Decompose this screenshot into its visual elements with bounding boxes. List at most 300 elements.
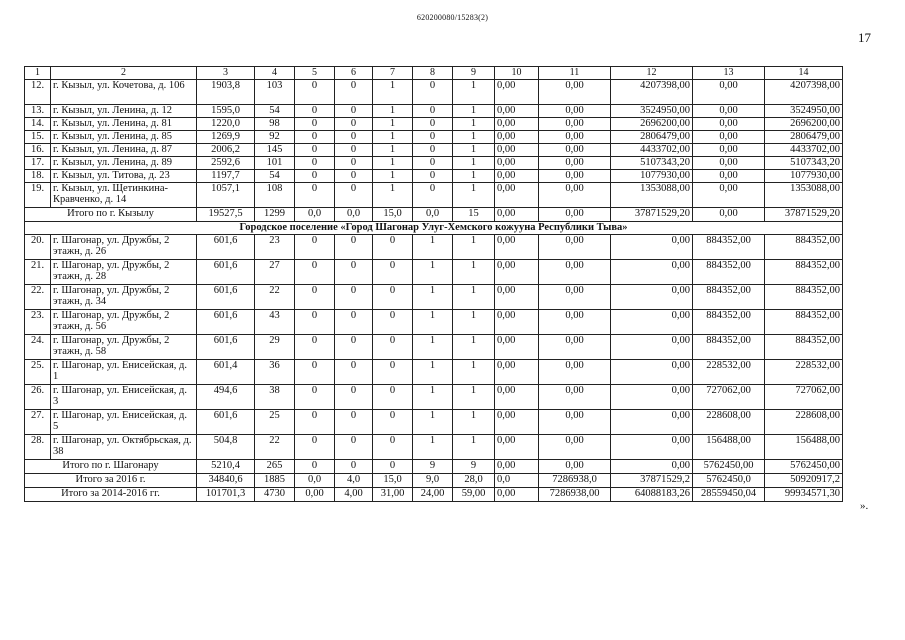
- value-cell: 0,00: [611, 309, 693, 334]
- value-cell: 0: [295, 117, 335, 130]
- address-cell: г. Кызыл, ул. Кочетова, д. 106: [51, 79, 197, 104]
- address-cell: г. Кызыл, ул. Ленина, д. 87: [51, 143, 197, 156]
- total-value-cell: 9: [453, 459, 495, 473]
- value-cell: 0: [335, 130, 373, 143]
- value-cell: 0,00: [611, 234, 693, 259]
- table-row: [25, 259, 843, 284]
- table-row: [25, 409, 843, 434]
- value-cell: 1: [373, 169, 413, 182]
- value-cell: 1197,7: [197, 169, 255, 182]
- total-value-cell: 0,0: [413, 207, 453, 221]
- row-number: 15.: [25, 130, 51, 143]
- value-cell: 0,00: [611, 384, 693, 409]
- value-cell: 884352,00: [693, 309, 765, 334]
- address-cell: г. Шагонар, ул. Дружбы, 2 этажн, д. 26: [51, 234, 197, 259]
- value-cell: 3524950,00: [765, 104, 843, 117]
- value-cell: 601,6: [197, 309, 255, 334]
- value-cell: 0,00: [693, 130, 765, 143]
- value-cell: 0: [335, 434, 373, 459]
- row-number: 21.: [25, 259, 51, 284]
- table-row: [25, 309, 843, 334]
- total-value-cell: 265: [255, 459, 295, 473]
- total-value-cell: 50920917,2: [765, 473, 843, 487]
- value-cell: 92: [255, 130, 295, 143]
- total-value-cell: 0: [373, 459, 413, 473]
- address-cell: г. Шагонар, ул. Дружбы, 2 этажн, д. 58: [51, 334, 197, 359]
- value-cell: 98: [255, 117, 295, 130]
- total-value-cell: 0,00: [611, 459, 693, 473]
- value-cell: 145: [255, 143, 295, 156]
- value-cell: 1: [453, 359, 495, 384]
- row-number: 17.: [25, 156, 51, 169]
- value-cell: 0: [373, 359, 413, 384]
- value-cell: 0: [295, 143, 335, 156]
- value-cell: 0,00: [539, 182, 611, 207]
- value-cell: 0,00: [495, 156, 539, 169]
- value-cell: 0: [295, 384, 335, 409]
- value-cell: 1: [453, 309, 495, 334]
- value-cell: 601,6: [197, 409, 255, 434]
- table-row: [25, 234, 843, 259]
- value-cell: 1: [373, 104, 413, 117]
- value-cell: 601,4: [197, 359, 255, 384]
- value-cell: 0,00: [693, 117, 765, 130]
- value-cell: 0,00: [539, 79, 611, 104]
- value-cell: 0: [413, 143, 453, 156]
- table-row: [25, 284, 843, 309]
- header-row: [25, 67, 843, 80]
- value-cell: 0: [413, 182, 453, 207]
- value-cell: 0: [335, 259, 373, 284]
- address-cell: г. Кызыл, ул. Ленина, д. 12: [51, 104, 197, 117]
- value-cell: 0: [335, 234, 373, 259]
- value-cell: 0: [413, 169, 453, 182]
- value-cell: 0,00: [611, 409, 693, 434]
- value-cell: 1: [453, 259, 495, 284]
- total-value-cell: 34840,6: [197, 473, 255, 487]
- value-cell: 1: [413, 334, 453, 359]
- value-cell: 0: [413, 79, 453, 104]
- value-cell: 1: [453, 143, 495, 156]
- column-number-header: 2: [51, 67, 197, 80]
- value-cell: 4433702,00: [611, 143, 693, 156]
- value-cell: 1: [373, 79, 413, 104]
- column-number-header: 13: [693, 67, 765, 80]
- total-value-cell: 5762450,0: [693, 473, 765, 487]
- total-row: [25, 207, 843, 221]
- value-cell: 2696200,00: [765, 117, 843, 130]
- total-value-cell: 0,00: [539, 459, 611, 473]
- total-value-cell: 31,00: [373, 487, 413, 501]
- value-cell: 0,00: [539, 234, 611, 259]
- document-number: 620200080/15283(2): [416, 13, 489, 22]
- value-cell: 0,00: [539, 409, 611, 434]
- table-row: [25, 359, 843, 384]
- value-cell: 0,00: [693, 79, 765, 104]
- value-cell: 0: [373, 259, 413, 284]
- value-cell: 22: [255, 284, 295, 309]
- value-cell: 0: [335, 156, 373, 169]
- value-cell: 0: [295, 234, 335, 259]
- value-cell: 0,00: [539, 169, 611, 182]
- address-cell: г. Шагонар, ул. Дружбы, 2 этажн, д. 34: [51, 284, 197, 309]
- value-cell: 884352,00: [765, 309, 843, 334]
- total-value-cell: 64088183,26: [611, 487, 693, 501]
- value-cell: 1: [373, 143, 413, 156]
- value-cell: 0: [335, 182, 373, 207]
- value-cell: 103: [255, 79, 295, 104]
- value-cell: 1: [373, 156, 413, 169]
- value-cell: 0: [373, 409, 413, 434]
- value-cell: 1: [413, 259, 453, 284]
- total-value-cell: 0,00: [495, 207, 539, 221]
- address-cell: г. Шагонар, ул. Енисейская, д. 1: [51, 359, 197, 384]
- total-value-cell: 0,00: [693, 207, 765, 221]
- value-cell: 0,00: [495, 384, 539, 409]
- total-value-cell: 1299: [255, 207, 295, 221]
- total-value-cell: 0,00: [495, 487, 539, 501]
- total-value-cell: 101701,3: [197, 487, 255, 501]
- value-cell: 156488,00: [765, 434, 843, 459]
- address-cell: г. Шагонар, ул. Дружбы, 2 этажн, д. 28: [51, 259, 197, 284]
- value-cell: 0: [295, 182, 335, 207]
- value-cell: 1: [413, 384, 453, 409]
- value-cell: 0,00: [495, 117, 539, 130]
- column-number-header: 1: [25, 67, 51, 80]
- value-cell: 5107343,20: [611, 156, 693, 169]
- value-cell: 0,00: [495, 169, 539, 182]
- value-cell: 0,00: [611, 259, 693, 284]
- value-cell: 1077930,00: [765, 169, 843, 182]
- total-value-cell: 15,0: [373, 473, 413, 487]
- value-cell: 0: [335, 409, 373, 434]
- row-number: 13.: [25, 104, 51, 117]
- value-cell: 1: [453, 434, 495, 459]
- column-number-header: 3: [197, 67, 255, 80]
- column-number-header: 12: [611, 67, 693, 80]
- value-cell: 0: [295, 434, 335, 459]
- value-cell: 2592,6: [197, 156, 255, 169]
- total-value-cell: 37871529,2: [611, 473, 693, 487]
- value-cell: 0,00: [539, 104, 611, 117]
- column-number-header: 6: [335, 67, 373, 80]
- total-label: Итого по г. Кызылу: [25, 207, 197, 221]
- value-cell: 494,6: [197, 384, 255, 409]
- section-title: Городское поселение «Город Шагонар Улуг-Хемского кожууна Республики Тыва»: [25, 221, 843, 234]
- column-number-header: 14: [765, 67, 843, 80]
- row-number: 28.: [25, 434, 51, 459]
- value-cell: 0,00: [495, 182, 539, 207]
- total-label: Итого за 2014-2016 гг.: [25, 487, 197, 501]
- value-cell: 0: [295, 359, 335, 384]
- value-cell: 0: [373, 334, 413, 359]
- value-cell: 22: [255, 434, 295, 459]
- value-cell: 884352,00: [693, 234, 765, 259]
- value-cell: 884352,00: [693, 259, 765, 284]
- table-row: [25, 104, 843, 117]
- value-cell: 1: [453, 169, 495, 182]
- total-value-cell: 0: [295, 459, 335, 473]
- address-cell: г. Шагонар, ул. Октябрьская, д. 38: [51, 434, 197, 459]
- value-cell: 23: [255, 234, 295, 259]
- value-cell: 2806479,00: [765, 130, 843, 143]
- address-cell: г. Кызыл, ул. Титова, д. 23: [51, 169, 197, 182]
- value-cell: 0: [373, 434, 413, 459]
- value-cell: 1: [373, 117, 413, 130]
- total-value-cell: 4,0: [335, 473, 373, 487]
- value-cell: 0: [373, 234, 413, 259]
- row-number: 20.: [25, 234, 51, 259]
- value-cell: 0,00: [539, 384, 611, 409]
- value-cell: 0: [373, 384, 413, 409]
- value-cell: 0: [413, 104, 453, 117]
- value-cell: 43: [255, 309, 295, 334]
- value-cell: 504,8: [197, 434, 255, 459]
- total-row: [25, 459, 843, 473]
- value-cell: 0,00: [539, 259, 611, 284]
- column-number-header: 8: [413, 67, 453, 80]
- value-cell: 0,00: [495, 359, 539, 384]
- value-cell: 0,00: [495, 104, 539, 117]
- total-value-cell: 9: [413, 459, 453, 473]
- value-cell: 228532,00: [693, 359, 765, 384]
- total-value-cell: 15,0: [373, 207, 413, 221]
- value-cell: 0: [335, 359, 373, 384]
- value-cell: 0: [413, 130, 453, 143]
- value-cell: 1353088,00: [611, 182, 693, 207]
- value-cell: 0,00: [495, 259, 539, 284]
- closing-mark: ».: [860, 500, 869, 512]
- value-cell: 0,00: [539, 309, 611, 334]
- value-cell: 1: [413, 284, 453, 309]
- value-cell: 884352,00: [765, 284, 843, 309]
- value-cell: 0,00: [693, 104, 765, 117]
- value-cell: 101: [255, 156, 295, 169]
- row-number: 12.: [25, 79, 51, 104]
- address-cell: г. Кызыл, ул. Ленина, д. 81: [51, 117, 197, 130]
- total-value-cell: 24,00: [413, 487, 453, 501]
- value-cell: 0: [295, 259, 335, 284]
- table-row: [25, 143, 843, 156]
- table-row: [25, 130, 843, 143]
- value-cell: 1: [373, 182, 413, 207]
- value-cell: 3524950,00: [611, 104, 693, 117]
- value-cell: 0,00: [611, 359, 693, 384]
- total-value-cell: 37871529,20: [765, 207, 843, 221]
- value-cell: 1: [453, 156, 495, 169]
- value-cell: 0,00: [611, 334, 693, 359]
- value-cell: 1269,9: [197, 130, 255, 143]
- value-cell: 0: [295, 334, 335, 359]
- value-cell: 36: [255, 359, 295, 384]
- row-number: 25.: [25, 359, 51, 384]
- value-cell: 228608,00: [765, 409, 843, 434]
- value-cell: 0: [335, 143, 373, 156]
- table-row: [25, 182, 843, 207]
- value-cell: 0,00: [495, 130, 539, 143]
- row-number: 16.: [25, 143, 51, 156]
- value-cell: 884352,00: [765, 234, 843, 259]
- value-cell: 1353088,00: [765, 182, 843, 207]
- value-cell: 1: [413, 234, 453, 259]
- total-value-cell: 0,0: [295, 473, 335, 487]
- value-cell: 54: [255, 169, 295, 182]
- value-cell: 0,00: [539, 130, 611, 143]
- value-cell: 0: [335, 117, 373, 130]
- total-value-cell: 5762450,00: [693, 459, 765, 473]
- value-cell: 0,00: [495, 334, 539, 359]
- page-number: 17: [858, 30, 871, 45]
- value-cell: 4207398,00: [765, 79, 843, 104]
- value-cell: 884352,00: [765, 334, 843, 359]
- value-cell: 0,00: [693, 169, 765, 182]
- total-value-cell: 5762450,00: [765, 459, 843, 473]
- table-row: [25, 117, 843, 130]
- value-cell: 727062,00: [693, 384, 765, 409]
- row-number: 26.: [25, 384, 51, 409]
- value-cell: 1: [413, 409, 453, 434]
- value-cell: 0: [413, 117, 453, 130]
- column-number-header: 9: [453, 67, 495, 80]
- value-cell: 1595,0: [197, 104, 255, 117]
- value-cell: 0: [335, 309, 373, 334]
- value-cell: 108: [255, 182, 295, 207]
- total-value-cell: 15: [453, 207, 495, 221]
- value-cell: 228532,00: [765, 359, 843, 384]
- row-number: 22.: [25, 284, 51, 309]
- value-cell: 0: [295, 104, 335, 117]
- value-cell: 0: [335, 79, 373, 104]
- value-cell: 0: [295, 284, 335, 309]
- row-number: 19.: [25, 182, 51, 207]
- table-row: [25, 79, 843, 104]
- table-body: [25, 67, 843, 502]
- total-value-cell: 37871529,20: [611, 207, 693, 221]
- value-cell: 27: [255, 259, 295, 284]
- value-cell: 1: [453, 104, 495, 117]
- total-value-cell: 7286938,0: [539, 473, 611, 487]
- address-cell: г. Шагонар, ул. Дружбы, 2 этажн, д. 56: [51, 309, 197, 334]
- value-cell: 0,00: [495, 309, 539, 334]
- value-cell: 1: [453, 130, 495, 143]
- total-label: Итого по г. Шагонару: [25, 459, 197, 473]
- value-cell: 0,00: [495, 409, 539, 434]
- value-cell: 0,00: [539, 143, 611, 156]
- total-value-cell: 0,00: [495, 459, 539, 473]
- value-cell: 1903,8: [197, 79, 255, 104]
- value-cell: 0: [335, 104, 373, 117]
- total-row: [25, 487, 843, 501]
- value-cell: 1220,0: [197, 117, 255, 130]
- column-number-header: 4: [255, 67, 295, 80]
- value-cell: 884352,00: [765, 259, 843, 284]
- table-row: [25, 169, 843, 182]
- row-number: 18.: [25, 169, 51, 182]
- value-cell: 1: [453, 182, 495, 207]
- value-cell: 0,00: [539, 359, 611, 384]
- row-number: 14.: [25, 117, 51, 130]
- value-cell: 0: [335, 334, 373, 359]
- housing-table: [24, 66, 843, 502]
- value-cell: 0: [295, 130, 335, 143]
- value-cell: 0,00: [539, 334, 611, 359]
- value-cell: 884352,00: [693, 284, 765, 309]
- total-value-cell: 0,0: [335, 207, 373, 221]
- address-cell: г. Шагонар, ул. Енисейская, д. 5: [51, 409, 197, 434]
- total-value-cell: 4730: [255, 487, 295, 501]
- total-value-cell: 0,0: [295, 207, 335, 221]
- value-cell: 0: [335, 284, 373, 309]
- value-cell: 1057,1: [197, 182, 255, 207]
- value-cell: 601,6: [197, 234, 255, 259]
- total-value-cell: 19527,5: [197, 207, 255, 221]
- total-value-cell: 28,0: [453, 473, 495, 487]
- value-cell: 0,00: [693, 143, 765, 156]
- address-cell: г. Шагонар, ул. Енисейская, д. 3: [51, 384, 197, 409]
- value-cell: 0,00: [693, 156, 765, 169]
- value-cell: 0: [335, 169, 373, 182]
- column-number-header: 10: [495, 67, 539, 80]
- address-cell: г. Кызыл, ул. Ленина, д. 85: [51, 130, 197, 143]
- value-cell: 54: [255, 104, 295, 117]
- table-row: [25, 334, 843, 359]
- value-cell: 1: [373, 130, 413, 143]
- value-cell: 1: [413, 434, 453, 459]
- value-cell: 0,00: [495, 79, 539, 104]
- value-cell: 1077930,00: [611, 169, 693, 182]
- value-cell: 601,6: [197, 284, 255, 309]
- total-value-cell: 0,0: [495, 473, 539, 487]
- value-cell: 4433702,00: [765, 143, 843, 156]
- value-cell: 0,00: [539, 284, 611, 309]
- total-value-cell: 5210,4: [197, 459, 255, 473]
- total-value-cell: 7286938,00: [539, 487, 611, 501]
- value-cell: 38: [255, 384, 295, 409]
- total-value-cell: 28559450,04: [693, 487, 765, 501]
- value-cell: 0: [295, 169, 335, 182]
- total-value-cell: 1885: [255, 473, 295, 487]
- total-value-cell: 99934571,30: [765, 487, 843, 501]
- value-cell: 0: [295, 309, 335, 334]
- total-label: Итого за 2016 г.: [25, 473, 197, 487]
- address-cell: г. Кызыл, ул. Щетинкина-Кравченко, д. 14: [51, 182, 197, 207]
- total-value-cell: 0,00: [539, 207, 611, 221]
- value-cell: 0: [295, 409, 335, 434]
- value-cell: 0,00: [495, 143, 539, 156]
- value-cell: 1: [453, 284, 495, 309]
- value-cell: 0,00: [495, 284, 539, 309]
- row-number: 27.: [25, 409, 51, 434]
- section-header-row: [25, 221, 843, 234]
- value-cell: 1: [413, 309, 453, 334]
- total-value-cell: 4,00: [335, 487, 373, 501]
- value-cell: 1: [453, 117, 495, 130]
- total-value-cell: 0: [335, 459, 373, 473]
- total-value-cell: 9,0: [413, 473, 453, 487]
- value-cell: 0: [335, 384, 373, 409]
- value-cell: 0,00: [539, 156, 611, 169]
- value-cell: 0,00: [539, 434, 611, 459]
- value-cell: 727062,00: [765, 384, 843, 409]
- value-cell: 0: [413, 156, 453, 169]
- value-cell: 1: [453, 334, 495, 359]
- value-cell: 0,00: [611, 434, 693, 459]
- row-number: 23.: [25, 309, 51, 334]
- value-cell: 0: [373, 284, 413, 309]
- value-cell: 601,6: [197, 334, 255, 359]
- value-cell: 0,00: [693, 182, 765, 207]
- value-cell: 0,00: [495, 234, 539, 259]
